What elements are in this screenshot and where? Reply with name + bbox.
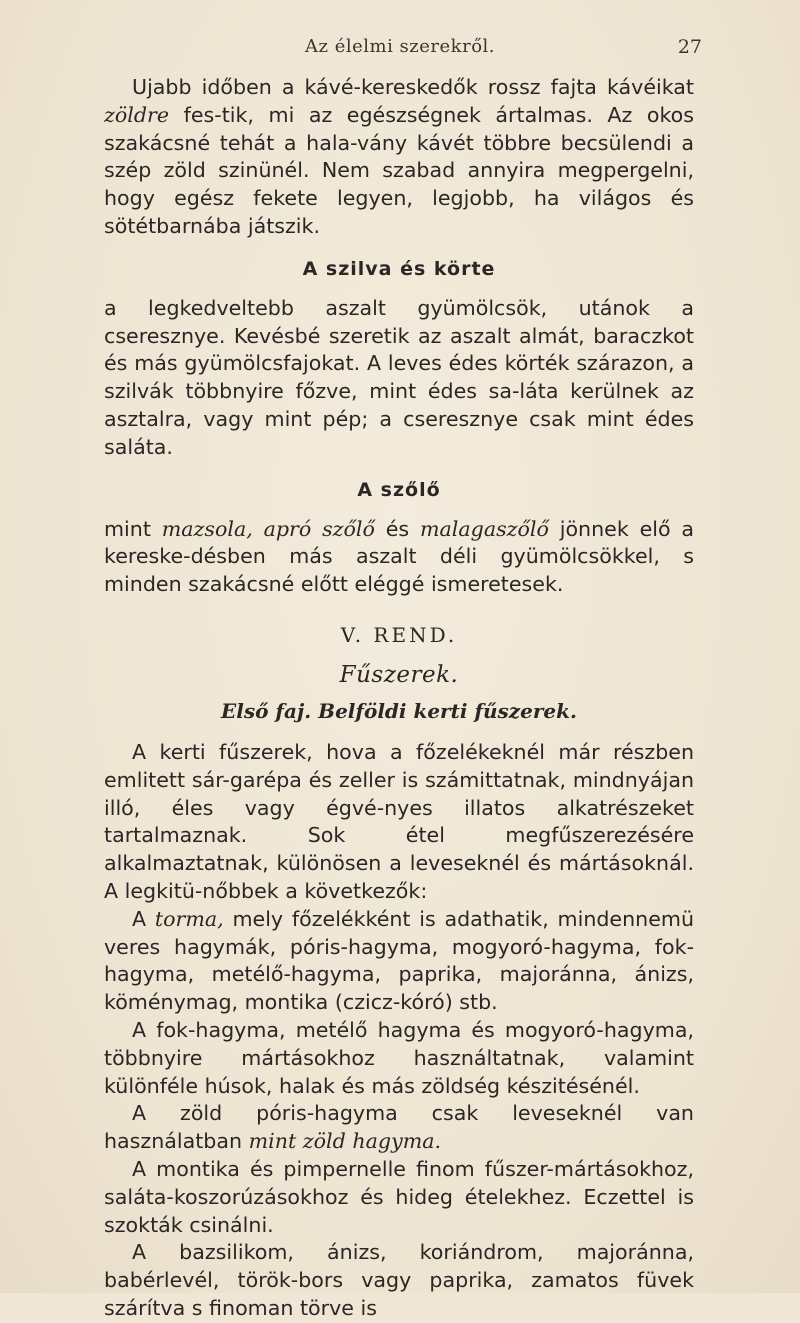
emphasis-zold-hagyma: mint zöld hagyma. xyxy=(248,1129,442,1154)
paragraph-text: Ujabb időben a kávé-kereskedők rossz fajta kávéikat xyxy=(132,75,694,99)
page-header xyxy=(0,36,800,60)
paragraph-text: A zöld póris-hagyma csak leveseknél van használatban xyxy=(104,1101,694,1154)
paragraph-torma xyxy=(104,906,694,1017)
paragraph-text: jönnek elő a kereske-désben más aszalt déli gyümölcsökkel, s minden szakácsné előtt eléggé ismeretesek. xyxy=(104,516,694,597)
emphasis-malagaszolo: malagaszőlő xyxy=(419,516,549,541)
paragraph-text: mely főzelékként is adathatik, mindennemü veres hagymák, póris-hagyma, mogyoró-hagyma, fok-hagyma, metélő-hagyma, paprika, majoránna, ánizs, köménymag, montika (czicz-kóró) stb. xyxy=(104,906,694,1015)
page-number: 27 xyxy=(677,36,702,58)
section-title: Fűszerek. xyxy=(339,661,459,688)
page-body xyxy=(104,74,694,1323)
emphasis-mazsola: mazsola, apró szőlő xyxy=(161,516,375,541)
emphasis-torma: torma, xyxy=(154,906,224,931)
paragraph-fok-hagyma: A fok-hagyma, metélő hagyma és mogyoró-hagyma, többnyire mártásokhoz használtatnak, valamint különféle húsok, halak és más zöldség készitésénél. xyxy=(104,1017,694,1098)
paragraph-spices-intro: A kerti fűszerek, hova a főzelékeknél már részben emlitett sár-garépa és zeller is számittatnak, mindnyájan illó, éles vagy égvé-nyes illatos alkatrészeket tartalmaznak. Sok étel megfűszerezésére alkalmaztatnak, különösen a leveseknél és mártásoknál. A legkitü-nőbbek a következők: xyxy=(104,739,694,903)
paragraph-text: mint xyxy=(104,516,162,541)
emphasis-zoldre: zöldre xyxy=(104,102,170,127)
paragraph-text: fes-tik, mi az egészségnek ártalmas. Az okos szakácsné tehát a hala-vány kávét többre becsülendi a szép zöld szinünél. Nem szabad annyira megpergelni, hogy egész fekete legyen, legjobb, ha világos és sötétbarnába játszik. xyxy=(104,102,694,238)
heading-szilva-korte: A szilva és körte xyxy=(302,257,496,280)
paragraph-bazsilikom: A bazsilikom, ánizs, koriándrom, majoránna, babérlevél, török-bors vagy paprika, zamatos füvek szárítva s finoman törve is xyxy=(104,1240,694,1320)
paragraph-text: A xyxy=(132,906,155,931)
heading-szolo: A szőlő xyxy=(357,478,441,501)
paragraph-poris-hagyma xyxy=(104,1100,694,1156)
part-heading: V. REND. xyxy=(340,622,458,647)
paragraph-grapes xyxy=(104,516,694,599)
paragraph-text: és xyxy=(374,516,420,541)
subsection-title: Első faj. Belföldi kerti fűszerek. xyxy=(221,698,577,723)
paragraph-dried-fruits: a legkedveltebb aszalt gyümölcsök, utánok a cseresznye. Kevésbé szeretik az aszalt almát, baraczkot és más gyümölcsfajokat. A leves édes körték szárazon, a szilvák többnyire főzve, mint édes sa-láta kerülnek az asztalra, vagy mint pép; a cseresznye csak mint édes saláta. xyxy=(104,295,694,459)
paragraph-coffee xyxy=(104,74,694,241)
paragraph-montika: A montika és pimpernelle finom fűszer-mártásokhoz, saláta-koszorúzásokhoz és hideg ételekhez. Eczettel is szokták csinálni. xyxy=(104,1156,694,1237)
running-head: Az élelmi szerekről. xyxy=(304,36,496,57)
